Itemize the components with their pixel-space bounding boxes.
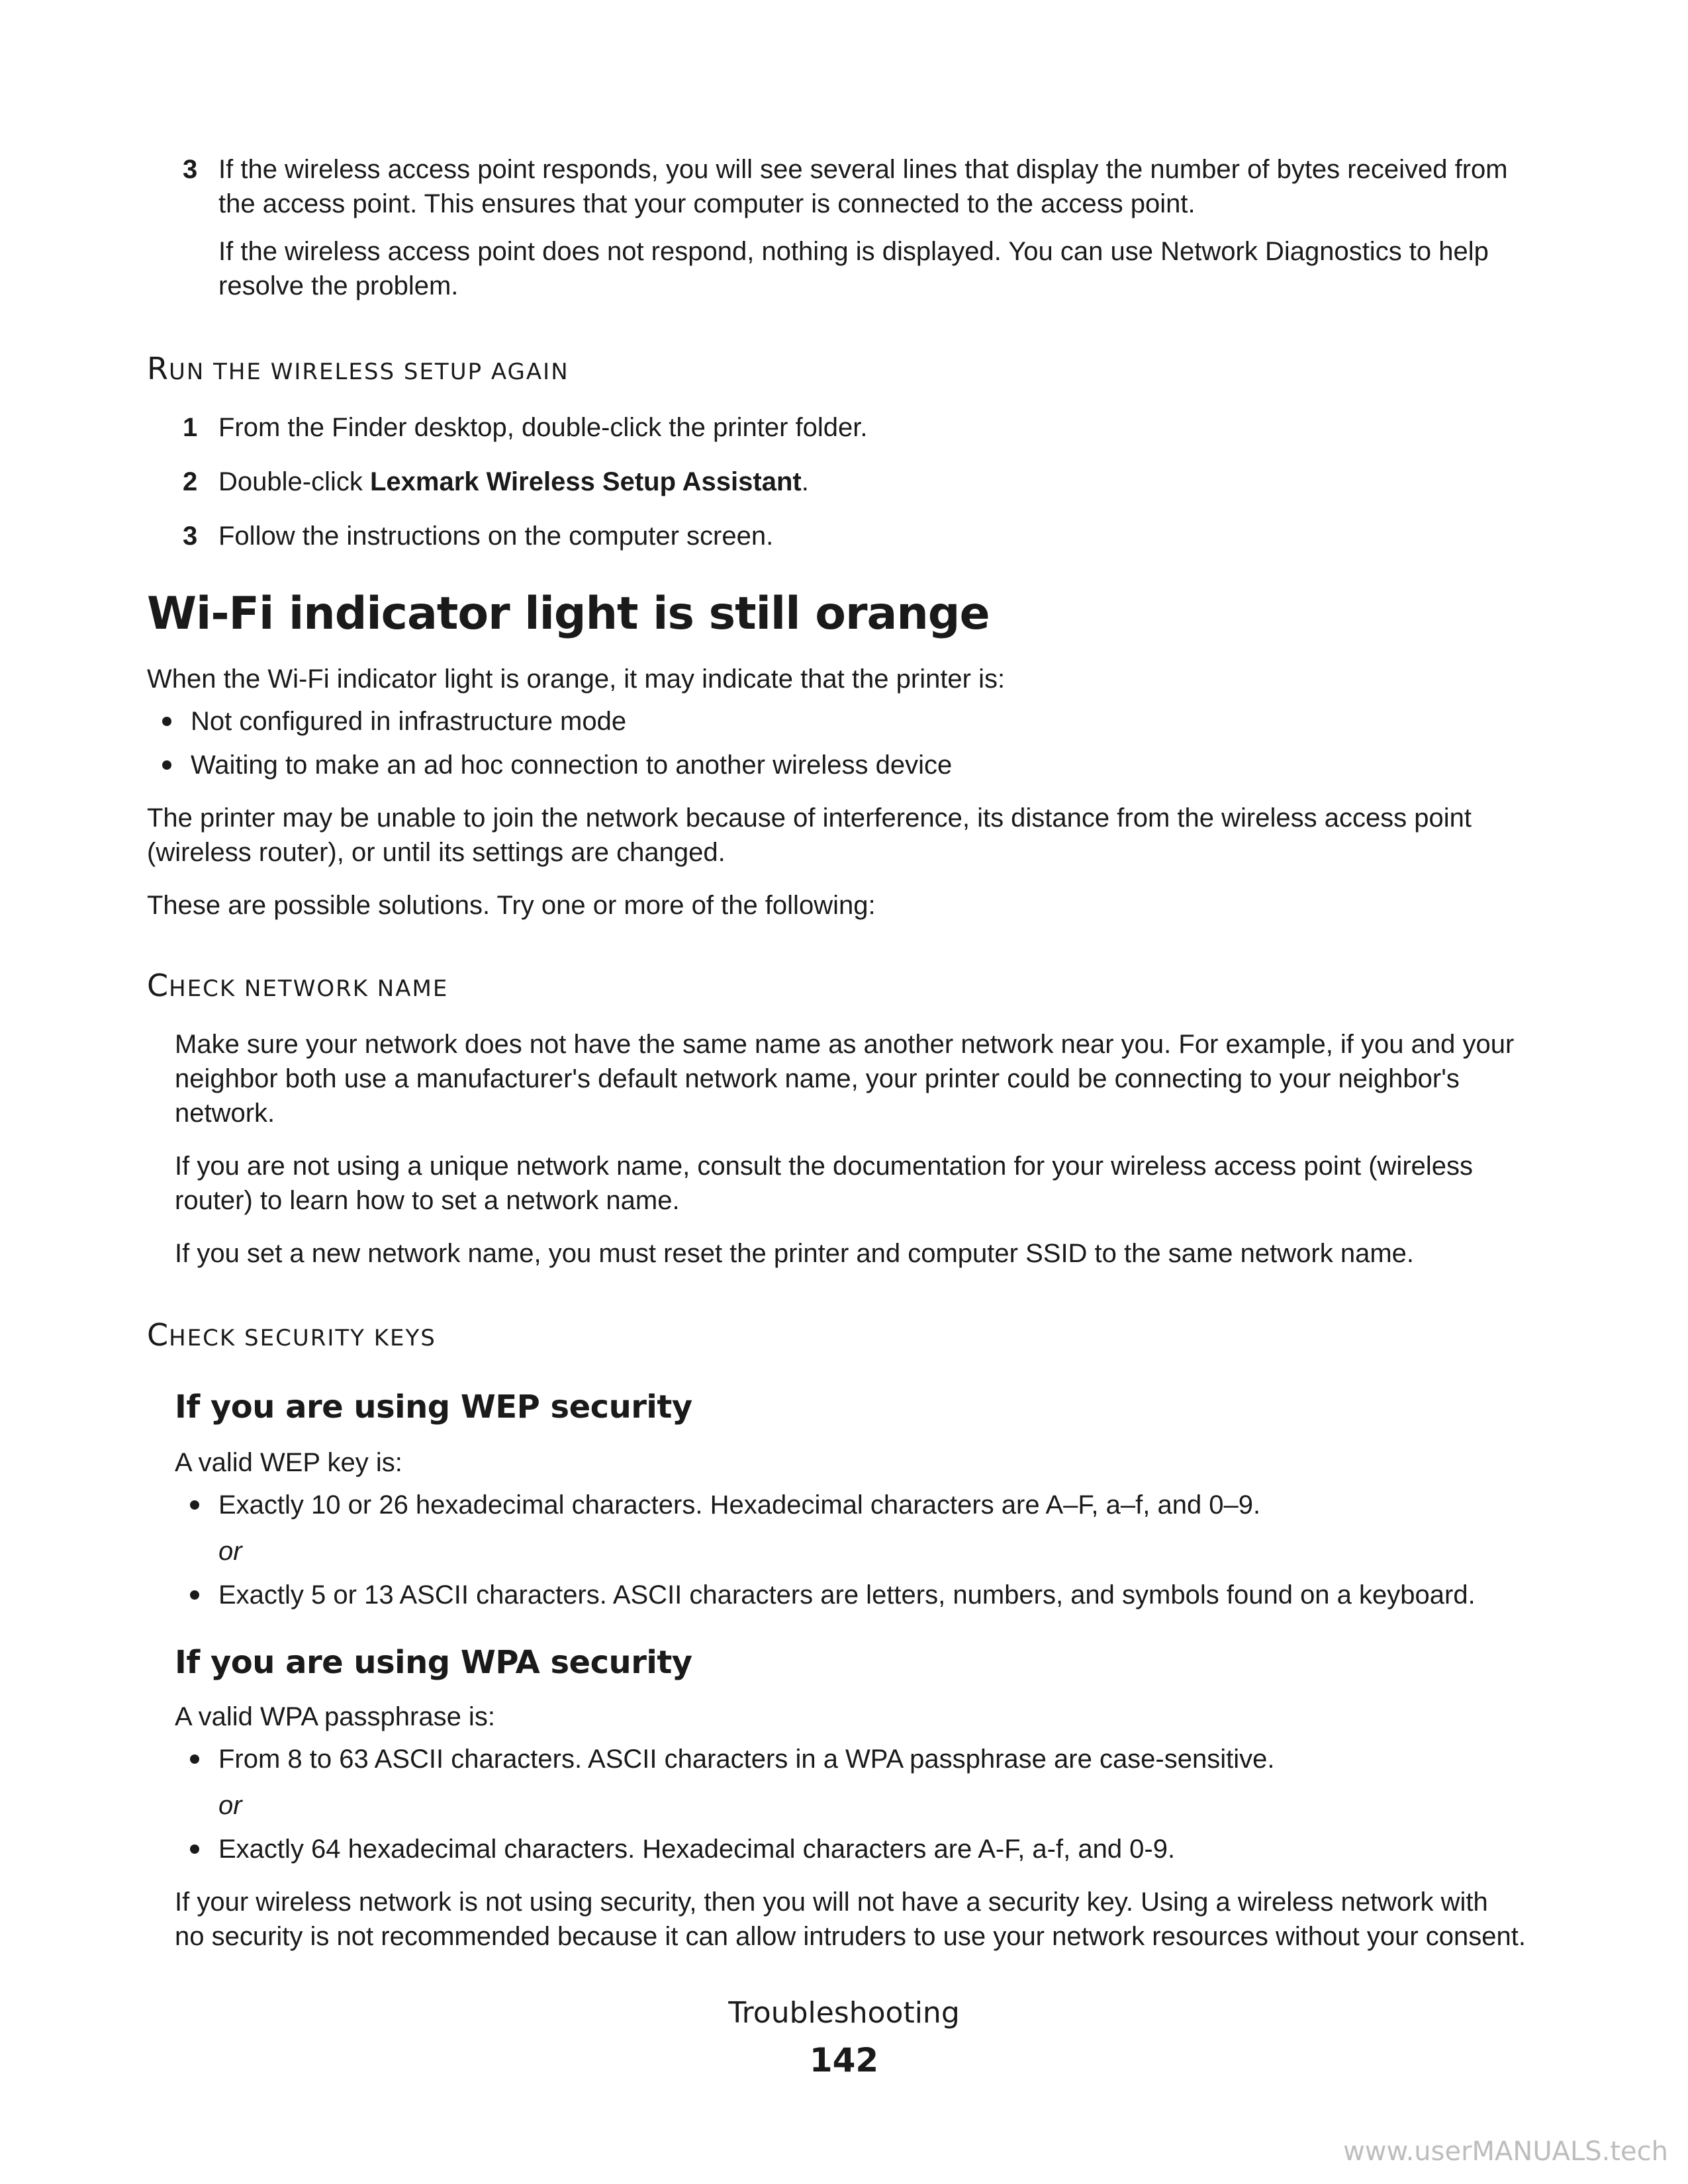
heading-rest: HECK NETWORK NAME [169, 976, 449, 1002]
paragraph-line: router) to learn how to set a network name. [175, 1186, 680, 1215]
step-text-line: the access point. This ensures that your computer is connected to the access point. [218, 189, 1196, 218]
list-item: Exactly 10 or 26 hexadecimal characters. Hexadecimal characters are A–F, a–f, and 0–9. [218, 1490, 1261, 1520]
heading-initial: C [147, 968, 169, 1003]
bullet-icon [190, 1590, 199, 1600]
heading-rest: UN THE WIRELESS SETUP AGAIN [168, 359, 569, 385]
paragraph-line: no security is not recommended because it can allow intruders to use your network resources without your consent. [175, 1922, 1526, 1951]
heading-rest: HECK SECURITY KEYS [169, 1325, 436, 1351]
or-separator: or [218, 1537, 242, 1566]
paragraph: A valid WEP key is: [175, 1448, 402, 1477]
step-text-prefix: Double-click [218, 467, 370, 496]
step-number: 1 [183, 413, 198, 442]
subsection-title-wep: If you are using WEP security [175, 1388, 692, 1426]
step-number: 2 [183, 467, 198, 496]
footer-section-name: Troubleshooting [728, 1996, 960, 2030]
section-title: Wi-Fi indicator light is still orange [147, 588, 990, 640]
app-name: Lexmark Wireless Setup Assistant [369, 467, 802, 496]
paragraph: If you set a new network name, you must reset the printer and computer SSID to the same network name. [175, 1239, 1415, 1268]
bullet-icon [190, 1754, 199, 1764]
list-item: Exactly 64 hexadecimal characters. Hexadecimal characters are A-F, a-f, and 0-9. [218, 1835, 1176, 1864]
step-text: From the Finder desktop, double-click the printer folder. [218, 413, 868, 442]
or-separator: or [218, 1791, 242, 1820]
paragraph-line: The printer may be unable to join the network because of interference, its distance from the wireless access point [147, 803, 1472, 833]
list-item: From 8 to 63 ASCII characters. ASCII characters in a WPA passphrase are case-sensitive. [218, 1745, 1275, 1774]
section-heading-check-security [147, 1317, 436, 1353]
page-number: 142 [809, 2041, 879, 2079]
paragraph-line: Make sure your network does not have the same name as another network near you. For example, if you and your [175, 1030, 1515, 1059]
heading-initial: C [147, 1317, 169, 1353]
paragraph-line: network. [175, 1099, 275, 1128]
step-note-line: If the wireless access point does not respond, nothing is displayed. You can use Network Diagnostics to help [218, 237, 1489, 266]
subsection-title-wpa: If you are using WPA security [175, 1644, 692, 1681]
step-note-line: resolve the problem. [218, 271, 459, 300]
paragraph-line: (wireless router), or until its settings are changed. [147, 838, 726, 867]
step-text-suffix: . [801, 467, 809, 496]
list-item: Exactly 5 or 13 ASCII characters. ASCII characters are letters, numbers, and symbols found on a keyboard. [218, 1580, 1476, 1610]
paragraph: When the Wi-Fi indicator light is orange, it may indicate that the printer is: [147, 664, 1006, 694]
section-heading-run-setup [147, 351, 569, 387]
bullet-icon [162, 760, 171, 770]
paragraph: These are possible solutions. Try one or more of the following: [147, 891, 876, 920]
bullet-icon [162, 717, 171, 726]
section-heading-check-network [147, 968, 448, 1003]
bullet-icon [190, 1500, 199, 1510]
paragraph-line: If you are not using a unique network name, consult the documentation for your wireless access point (wireless [175, 1152, 1474, 1181]
step-text: Follow the instructions on the computer screen. [218, 522, 774, 551]
list-item: Waiting to make an ad hoc connection to another wireless device [191, 751, 953, 780]
paragraph: A valid WPA passphrase is: [175, 1702, 495, 1731]
paragraph-line: neighbor both use a manufacturer's default network name, your printer could be connecting to your neighbor's [175, 1064, 1460, 1093]
step-number: 3 [183, 522, 198, 551]
heading-initial: R [147, 351, 169, 387]
bullet-icon [190, 1844, 199, 1854]
step-text-line: If the wireless access point responds, you will see several lines that display the number of bytes received from [218, 155, 1508, 184]
step-number: 3 [183, 155, 198, 184]
watermark: www.userMANUALS.tech [1343, 2136, 1668, 2167]
paragraph-line: If your wireless network is not using security, then you will not have a security key. Using a wireless network with [175, 1888, 1488, 1917]
step-text [218, 465, 809, 499]
list-item: Not configured in infrastructure mode [191, 707, 627, 736]
